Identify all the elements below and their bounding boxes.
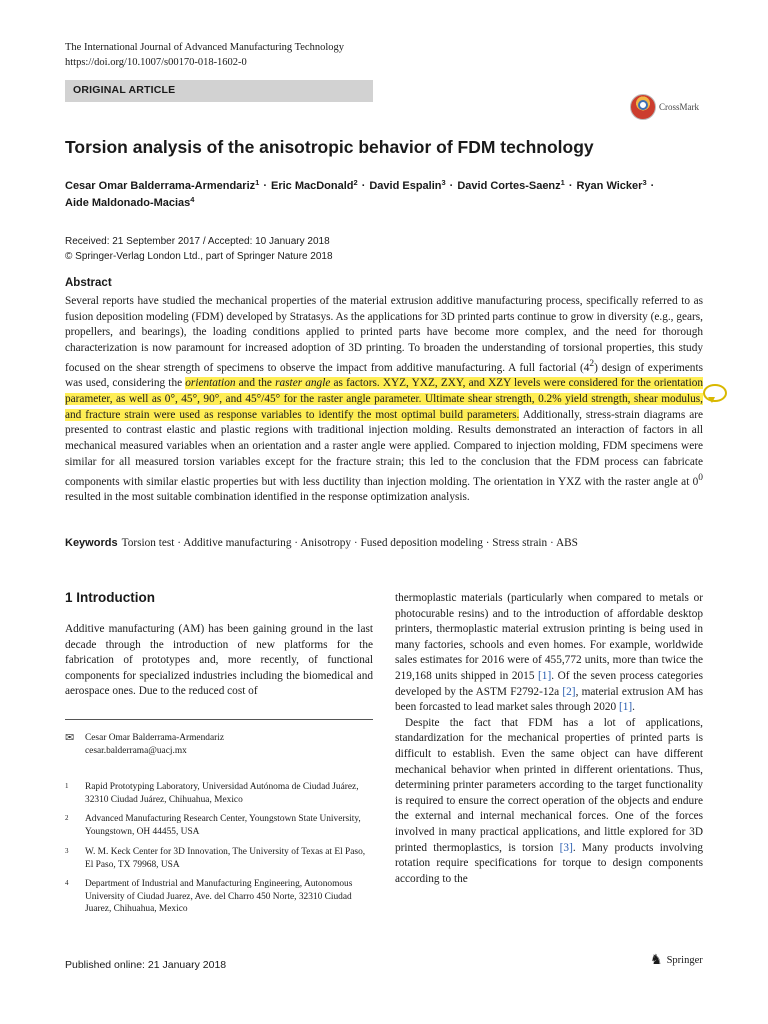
abstract-body <box>65 294 703 506</box>
author-name[interactable]: Eric MacDonald <box>270 180 354 192</box>
paragraph-text: , material extrusion AM has been forcasted to lead market sales through 2020 <box>395 685 704 714</box>
doi-link[interactable]: https://doi.org/10.1007/s00170-018-1602-0 <box>65 57 247 68</box>
affiliation-number: 1 <box>65 782 69 790</box>
crossmark-label: CrossMark <box>659 102 699 112</box>
author-name[interactable]: David Espalin <box>369 180 442 192</box>
intro-right-column <box>395 591 703 887</box>
article-dates <box>65 234 333 264</box>
paragraph-text: . <box>632 701 635 714</box>
abstract-text: ) design of experiments was used, considering the <box>65 361 703 390</box>
paragraph <box>395 591 703 716</box>
author-list: Cesar Omar Balderrama-Armendariz$^1$ · Eric MacDonald$^2$ · David Espalin$^3$ · David Cortes-Saenz$^1$ · Ryan Wicker$^3$ · Aide Maldonado-Macias$^4$ <box>65 178 655 209</box>
footnote-divider <box>65 719 373 720</box>
paragraph-text: Despite the fact that FDM has a lot of applications, standardization for the mechanical properties of printed parts is difficult to establish. Even the same object can have different mechanical behavior when printed in different orientations. Thus, determining printer parameters according to the target functionality is required to ensure the correct operation of the objects and endure the external and internal mechanical forces. One of the forces involved in many practical applications, and little explored for 3D printed thermoplastics, is torsion <box>395 716 703 854</box>
author-name[interactable]: Ryan Wicker <box>576 180 643 192</box>
superscript: 2 <box>589 358 595 369</box>
publisher-logo <box>650 952 703 969</box>
abstract-text: Several reports have studied the mechanical properties of the material extrusion additive manufacturing process, specifically referred to as fusion deposition modeling (FDM) developed by Stratasys. As the applications for 3D printed parts continue to grow in diversity (e.g., gears, propellers, and bearings), the loading conditions applied to printed parts have become more complex, and the need for thorough characterization is now paramount for increased adoption of 3D printing. To broaden the understanding of torsional properties, this study focused on the shear strength of specimens to observe the impact from additive manufacturing. A full factorial (4 <box>65 295 703 374</box>
paragraph <box>395 716 703 888</box>
affiliation-item <box>65 878 375 916</box>
keywords-label: Keywords <box>65 537 118 549</box>
paragraph-text: . Of the seven process categories developed by the ASTM F2792-12a <box>395 669 703 698</box>
abstract-text: Additionally, stress-strain diagrams are presented to contrast elastic and plastic regions with traditional injection molding. Results demonstrated an interaction of factors in all mechanical measured variables when an orientation and a raster angle were applied. Compared to injection molding, FDM specimens were similar for all measured torsion variables except for the fracture strain; this led to the conclusion that the FDM process can fabricate components with similar elastic properties but with less ductility than injection molding. The orientation in YXZ with the raster angle at 0 <box>65 408 703 488</box>
author-name[interactable]: Cesar Omar Balderrama-Armendariz <box>65 180 256 192</box>
citation-link[interactable]: [3] <box>559 841 573 854</box>
author-affiliation: 4 <box>190 195 195 204</box>
section-heading-introduction: 1 Introduction <box>65 590 155 605</box>
highlight-text: and the <box>235 377 276 390</box>
article-type-banner: ORIGINAL ARTICLE <box>65 80 373 102</box>
highlight-raster-angle: raster angle <box>275 377 331 390</box>
crossmark-badge[interactable] <box>630 92 730 122</box>
author-name[interactable]: Aide Maldonado-Macias <box>65 197 191 209</box>
affiliation-item <box>65 846 375 871</box>
affiliation-number: 3 <box>65 847 69 855</box>
affiliation-text: Advanced Manufacturing Research Center, Youngstown State University, Youngstown, OH 44455, USA <box>85 814 361 837</box>
author-name[interactable]: David Cortes-Saenz <box>457 180 561 192</box>
publisher-name: Springer <box>666 955 703 966</box>
affiliation-text: W. M. Keck Center for 3D Innovation, The University of Texas at El Paso, El Paso, TX 79968, USA <box>85 847 366 870</box>
correspondence-email[interactable]: cesar.balderrama@uacj.mx <box>85 745 187 756</box>
paper-title: Torsion analysis of the anisotropic behavior of FDM technology <box>65 137 594 157</box>
author-affiliation: 2 <box>353 178 358 187</box>
author-affiliation: 3 <box>642 178 647 187</box>
affiliation-text: Rapid Prototyping Laboratory, Universidad Autónoma de Ciudad Juárez, 32310 Ciudad Juárez, Chihuahua, Mexico <box>85 782 359 805</box>
correspondence <box>65 732 373 757</box>
published-online: Published online: 21 January 2018 <box>65 959 227 971</box>
springer-horse-icon: ♞ <box>650 953 663 968</box>
affiliation-item <box>65 781 375 806</box>
journal-name: The International Journal of Advanced Manufacturing Technology <box>65 42 344 53</box>
correspondence-name: Cesar Omar Balderrama-Armendariz <box>85 733 224 743</box>
comment-note-icon[interactable] <box>703 384 727 402</box>
affiliation-text: Department of Industrial and Manufacturing Engineering, Autonomous University of Ciudad Juarez, Ave. del Charro 450 Norte, 32310 Ciudad Juarez, Chihuahua, Mexico <box>85 879 353 914</box>
superscript: 0 <box>698 472 703 483</box>
highlight-text: as factors. XYZ, YXZ, ZXY, and XZY levels were considered for the orientation parameter, as well as 0°, 45°, 90°, and 45°/45° for the raster angle parameter. Ultimate shear strength, 0.2% yield strength, shear modulus, and fracture strain were used as response variables to identify the most optimal build parameters. <box>65 377 703 421</box>
envelope-icon: ✉ <box>65 732 75 744</box>
citation-link[interactable]: [1] <box>538 669 552 682</box>
intro-left-column: Additive manufacturing (AM) has been gaining ground in the last decade through the introduction of new platforms for the fabrication of prototypes and, more recently, of functional components for specialized industries including the biomedical and aerospace ones. Due to the reduced cost of <box>65 623 373 698</box>
crossmark-icon <box>630 94 656 120</box>
paragraph-text: thermoplastic materials (particularly when compared to metals or photocurable resins) and to the introduction of affordable desktop printers, thermoplastic material extrusion printing is being used in many factories, schools and even homes. For example, worldwide sales estimates for 2016 were of 455,772 units, more than twice the 219,168 units shipped in 2015 <box>395 592 703 682</box>
abstract-text: resulted in the most suitable combination identified in the response optimization analysis. <box>65 490 470 503</box>
author-affiliation: 1 <box>560 178 565 187</box>
keywords-text: Torsion test · Additive manufacturing · Anisotropy · Fused deposition modeling · Stress strain · ABS <box>121 537 578 549</box>
abstract-heading: Abstract <box>65 277 112 289</box>
affiliation-number: 2 <box>65 814 69 822</box>
citation-link[interactable]: [2] <box>562 685 576 698</box>
keywords-line <box>65 536 715 551</box>
highlight-orientation: orientation <box>185 377 236 390</box>
received-accepted: Received: 21 September 2017 / Accepted: 10 January 2018 <box>65 236 330 247</box>
affiliation-number: 4 <box>65 879 69 887</box>
paragraph-text: . Many products involving rotation require specifications for torque to design components according to the <box>395 841 704 885</box>
author-affiliation: 3 <box>441 178 446 187</box>
affiliation-item <box>65 813 375 838</box>
author-affiliation: 1 <box>255 178 260 187</box>
citation-link[interactable]: [1] <box>618 701 633 714</box>
journal-header <box>65 40 344 70</box>
copyright-line: © Springer-Verlag London Ltd., part of Springer Nature 2018 <box>65 251 333 262</box>
